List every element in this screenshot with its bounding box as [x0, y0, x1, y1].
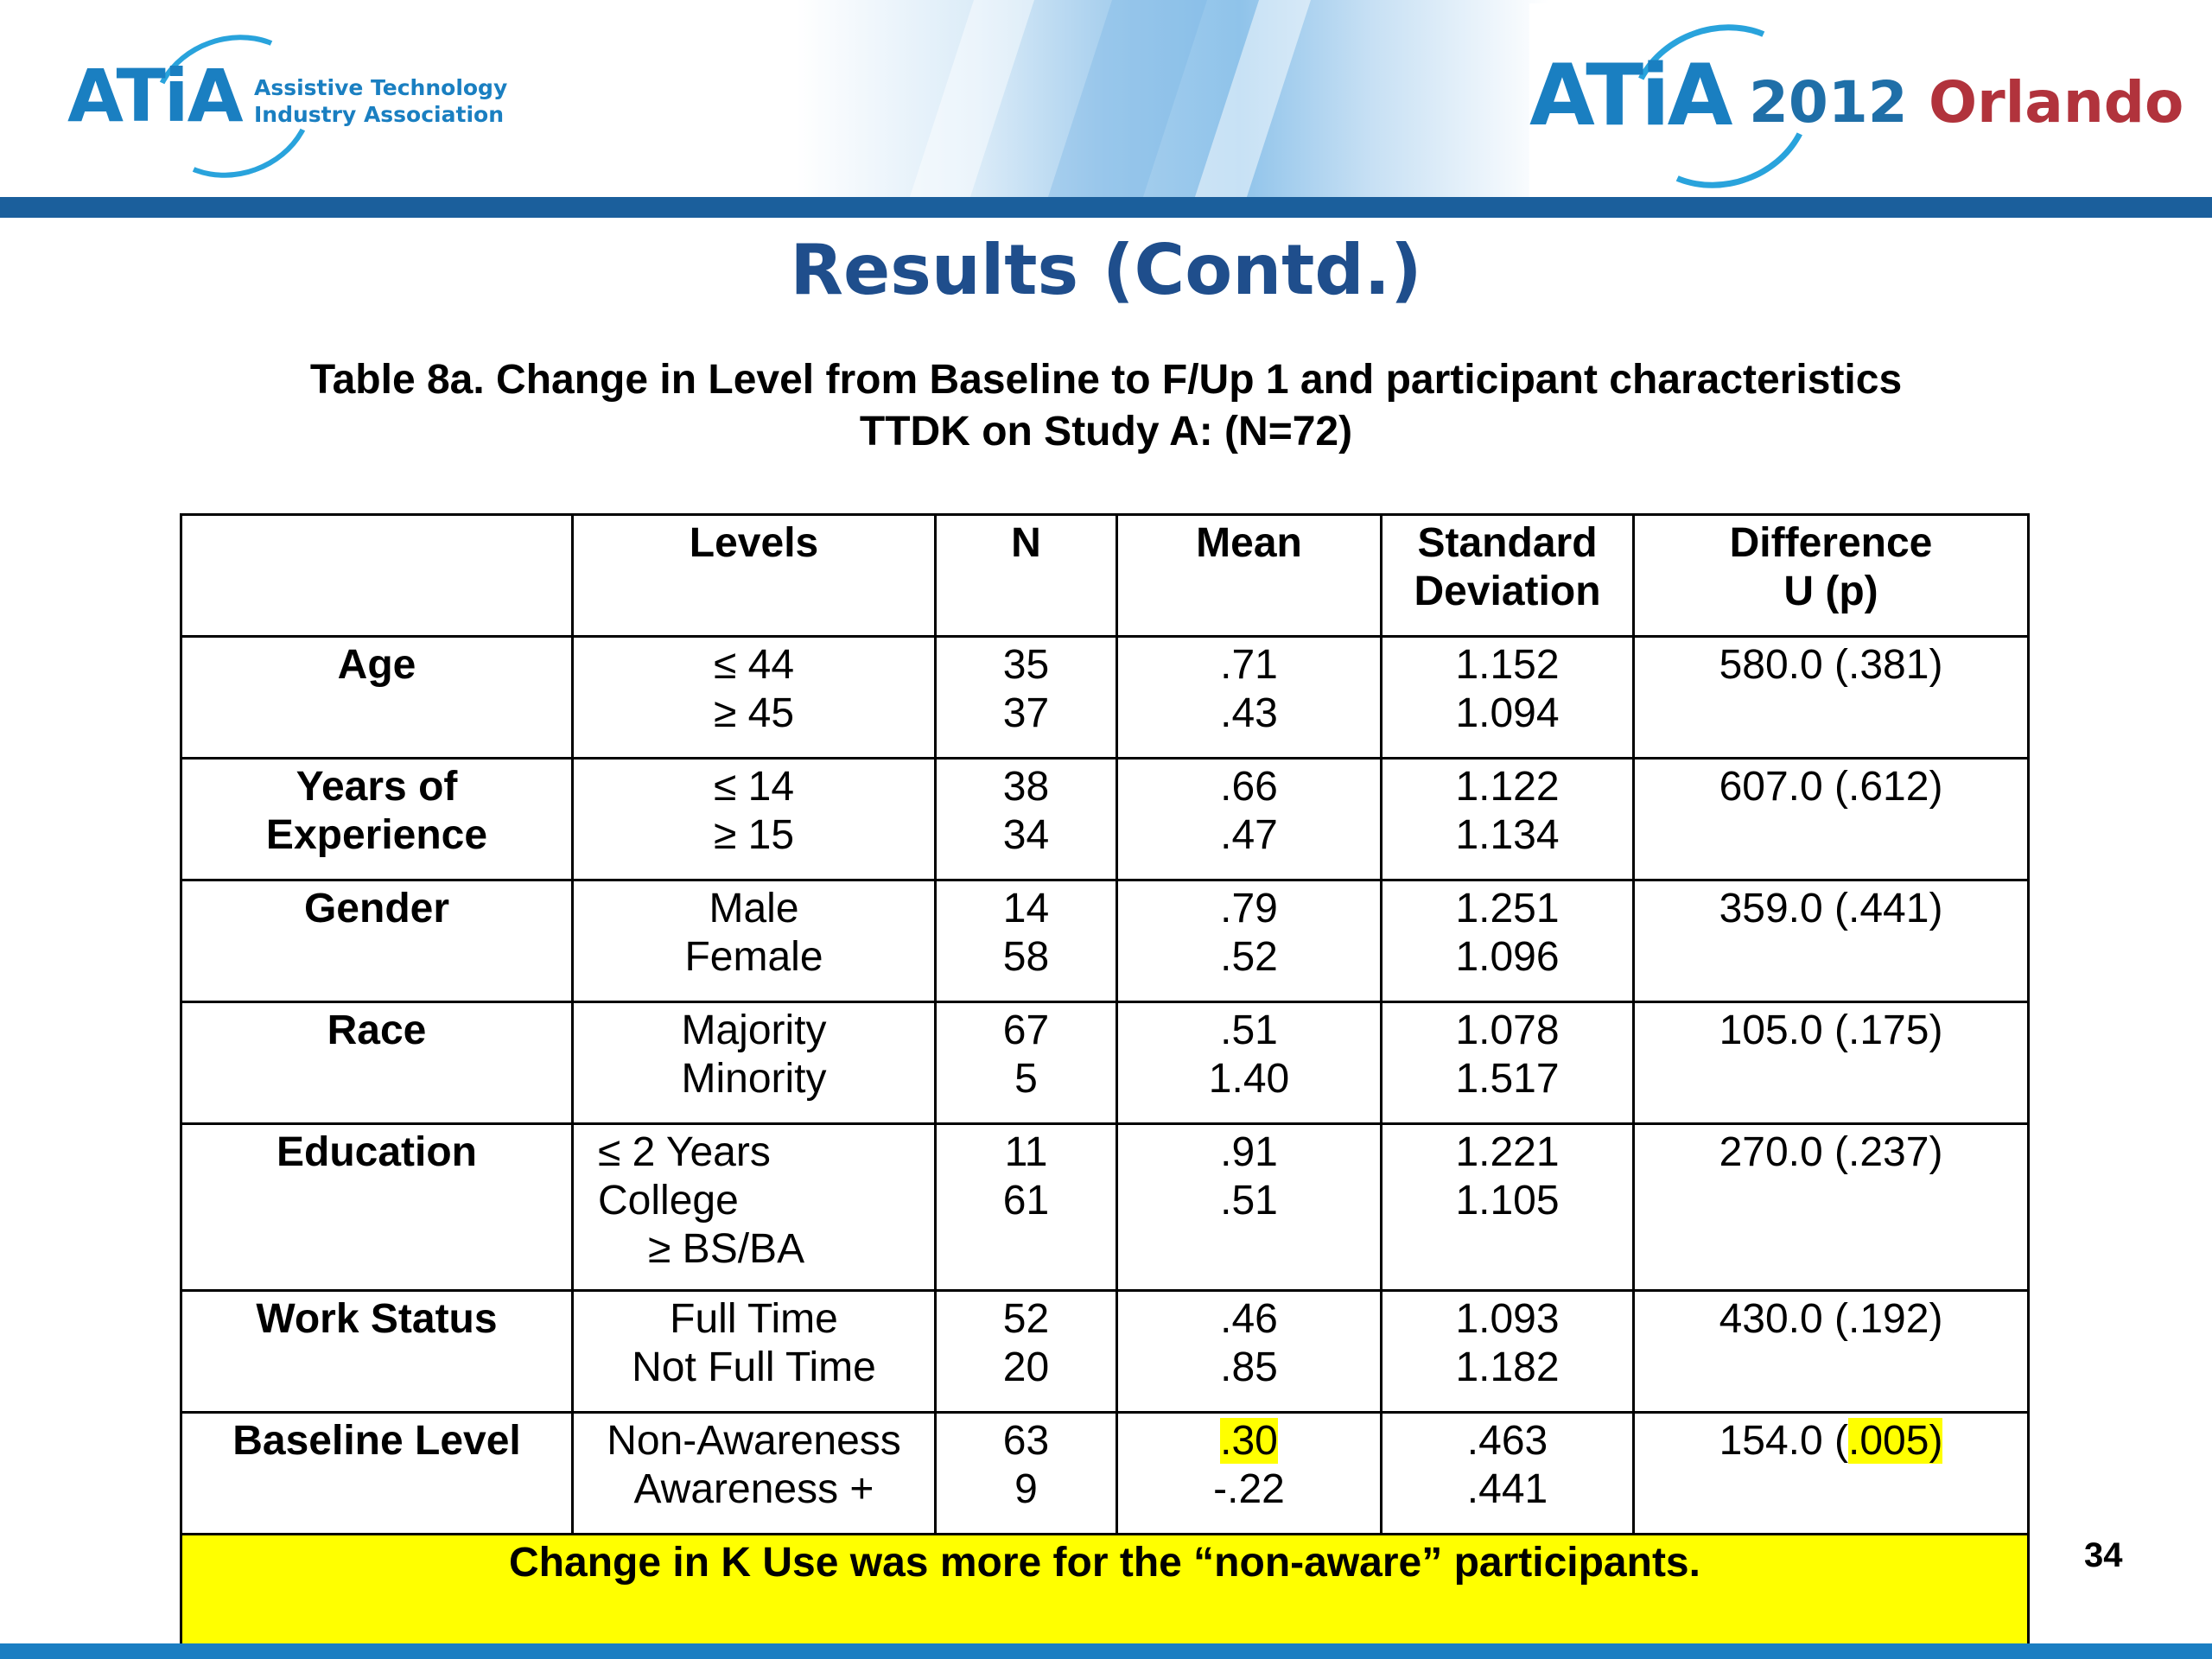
row-n [936, 1124, 1117, 1291]
header-diff-line1: Difference [1729, 520, 1933, 566]
header-category [181, 515, 573, 637]
banner-streak [1048, 0, 1207, 197]
row-category [181, 1002, 573, 1124]
level-value: ≤ 2 Years [598, 1129, 771, 1175]
sd-value: .441 [1466, 1466, 1548, 1512]
mean-value: .79 [1220, 886, 1278, 931]
n-value: 52 [1002, 1296, 1050, 1342]
difference-value: 359.0 (.441) [1719, 886, 1943, 931]
level-value: Awareness + [633, 1466, 874, 1512]
level-value: ≤ 14 [713, 764, 795, 810]
row-levels [573, 1002, 936, 1124]
row-sd [1382, 759, 1634, 880]
header-levels: Levels [573, 515, 936, 637]
difference-value: 270.0 (.237) [1719, 1129, 1943, 1175]
header-sd-line2: Deviation [1414, 569, 1601, 614]
level-value: ≥ BS/BA [648, 1226, 805, 1272]
row-sd [1382, 1002, 1634, 1124]
table-note-row [181, 1535, 2029, 1653]
level-value: Male [709, 886, 799, 931]
header-banner [0, 0, 2212, 197]
category-label: Age [337, 642, 416, 688]
row-category [181, 1124, 573, 1291]
footer-divider [0, 1643, 2212, 1659]
row-n [936, 1413, 1117, 1535]
row-mean [1117, 1413, 1382, 1535]
row-difference [1634, 1002, 2029, 1124]
logo-wordmark: ATiA [1529, 47, 1731, 145]
row-levels [573, 880, 936, 1002]
mean-value: .91 [1220, 1129, 1278, 1175]
n-value: 38 [1002, 764, 1050, 810]
table-header-row [181, 515, 2029, 637]
row-n [936, 637, 1117, 759]
row-levels [573, 1124, 936, 1291]
row-n [936, 1002, 1117, 1124]
row-mean [1117, 1124, 1382, 1291]
highlight-mark: .005) [1848, 1418, 1943, 1464]
difference-value: 580.0 (.381) [1719, 642, 1943, 688]
row-difference [1634, 1413, 2029, 1535]
mean-value: .52 [1220, 934, 1278, 980]
logo-wordmark: ATiA [67, 54, 242, 138]
mean-value: .71 [1220, 642, 1278, 688]
row-category [181, 1291, 573, 1413]
mean-value: .51 [1220, 1007, 1278, 1053]
n-value: 34 [1002, 812, 1050, 858]
level-value: ≥ 45 [713, 690, 795, 736]
category-label: Work Status [256, 1296, 498, 1342]
n-value: 67 [1002, 1007, 1050, 1053]
n-value: 61 [1002, 1178, 1050, 1224]
header-sd [1382, 515, 1634, 637]
row-levels [573, 1413, 936, 1535]
sd-value: 1.094 [1455, 690, 1560, 736]
sd-value: 1.078 [1455, 1007, 1560, 1053]
sd-value: 1.517 [1455, 1056, 1560, 1102]
mean-value-highlighted [1118, 1417, 1380, 1465]
row-levels [573, 1291, 936, 1413]
table-note: Change in K Use was more for the “non-aware” participants. [181, 1535, 2029, 1653]
header-mean: Mean [1117, 515, 1382, 637]
mean-value: .85 [1220, 1344, 1278, 1390]
n-value: 11 [1004, 1129, 1048, 1175]
slide-title: Results (Contd.) [790, 230, 1422, 310]
level-value: College [598, 1178, 739, 1224]
table-caption [0, 354, 2212, 458]
category-label: Race [327, 1007, 427, 1053]
mean-value: .51 [1220, 1178, 1278, 1224]
logo-year: 2012 [1749, 69, 1908, 136]
table-row [181, 637, 2029, 759]
row-difference [1634, 880, 2029, 1002]
row-sd [1382, 880, 1634, 1002]
n-value: 5 [1014, 1056, 1038, 1102]
n-value: 63 [1002, 1418, 1050, 1464]
caption-line1: Table 8a. Change in Level from Baseline to F/Up 1 and participant characteristics [309, 357, 1903, 403]
row-mean [1117, 1291, 1382, 1413]
n-value: 58 [1002, 934, 1050, 980]
category-label: Experience [265, 812, 488, 858]
logo-tagline-line2: Industry Association [254, 102, 504, 127]
table-row [181, 1002, 2029, 1124]
sd-value: 1.221 [1455, 1129, 1560, 1175]
row-mean [1117, 880, 1382, 1002]
sd-value: 1.134 [1455, 812, 1560, 858]
difference-value [1635, 1417, 2027, 1465]
sd-value: .463 [1466, 1418, 1548, 1464]
row-mean [1117, 1002, 1382, 1124]
row-levels [573, 759, 936, 880]
sd-value: 1.105 [1455, 1178, 1560, 1224]
results-table [180, 513, 2030, 1654]
banner-streak [910, 0, 1034, 197]
row-difference [1634, 759, 2029, 880]
category-label: Gender [303, 886, 450, 931]
difference-value: 105.0 (.175) [1719, 1007, 1943, 1053]
header-n: N [936, 515, 1117, 637]
mean-value: -.22 [1213, 1466, 1285, 1512]
table-row [181, 1124, 2029, 1291]
level-value: ≥ 15 [713, 812, 795, 858]
n-value: 20 [1002, 1344, 1050, 1390]
table-row [181, 1413, 2029, 1535]
row-category [181, 880, 573, 1002]
category-label: Years of [296, 764, 458, 810]
mean-value: 1.40 [1208, 1056, 1290, 1102]
n-value: 35 [1002, 642, 1050, 688]
highlight-mark: .30 [1220, 1418, 1278, 1464]
row-n [936, 880, 1117, 1002]
mean-value: .46 [1220, 1296, 1278, 1342]
sd-value: 1.122 [1455, 764, 1560, 810]
mean-value: .66 [1220, 764, 1278, 810]
sd-value: 1.096 [1455, 934, 1560, 980]
category-label: Education [276, 1129, 477, 1175]
header-diff-line2: U (p) [1783, 569, 1878, 614]
table-row [181, 759, 2029, 880]
logo-tagline [254, 74, 507, 128]
n-value: 9 [1014, 1466, 1038, 1512]
level-value: ≤ 44 [713, 642, 795, 688]
row-levels [573, 637, 936, 759]
header-sd-line1: Standard [1417, 520, 1598, 566]
logo-city: Orlando [1929, 69, 2184, 136]
row-n [936, 1291, 1117, 1413]
row-difference [1634, 1124, 2029, 1291]
mean-value: .43 [1220, 690, 1278, 736]
level-value: Female [684, 934, 823, 980]
banner-streak [1195, 0, 1311, 197]
header-divider [0, 197, 2212, 218]
row-sd [1382, 637, 1634, 759]
row-n [936, 759, 1117, 880]
atia-2012-orlando-logo [1529, 3, 2195, 197]
sd-value: 1.093 [1455, 1296, 1560, 1342]
sd-value: 1.182 [1455, 1344, 1560, 1390]
row-difference [1634, 1291, 2029, 1413]
table-row [181, 880, 2029, 1002]
row-category [181, 759, 573, 880]
row-category [181, 637, 573, 759]
difference-value: 607.0 (.612) [1719, 764, 1943, 810]
row-sd [1382, 1413, 1634, 1535]
category-label: Baseline Level [232, 1418, 521, 1464]
mean-value: .47 [1220, 812, 1278, 858]
page-number: 34 [2084, 1536, 2123, 1574]
row-mean [1117, 637, 1382, 759]
row-difference [1634, 637, 2029, 759]
level-value: Full Time [670, 1296, 838, 1342]
level-value: Non-Awareness [607, 1418, 901, 1464]
header-difference [1634, 515, 2029, 637]
n-value: 14 [1002, 886, 1050, 931]
level-value: Majority [681, 1007, 827, 1053]
atia-logo [67, 35, 517, 164]
level-value: Minority [681, 1056, 827, 1102]
level-value: Not Full Time [632, 1344, 876, 1390]
difference-prefix: 154.0 ( [1719, 1418, 1849, 1464]
table-row [181, 1291, 2029, 1413]
row-sd [1382, 1124, 1634, 1291]
sd-value: 1.152 [1455, 642, 1560, 688]
n-value: 37 [1002, 690, 1050, 736]
caption-line2: TTDK on Study A: (N=72) [859, 409, 1353, 454]
row-sd [1382, 1291, 1634, 1413]
row-category [181, 1413, 573, 1535]
row-mean [1117, 759, 1382, 880]
sd-value: 1.251 [1455, 886, 1560, 931]
logo-tagline-line1: Assistive Technology [254, 75, 508, 100]
difference-value: 430.0 (.192) [1719, 1296, 1943, 1342]
